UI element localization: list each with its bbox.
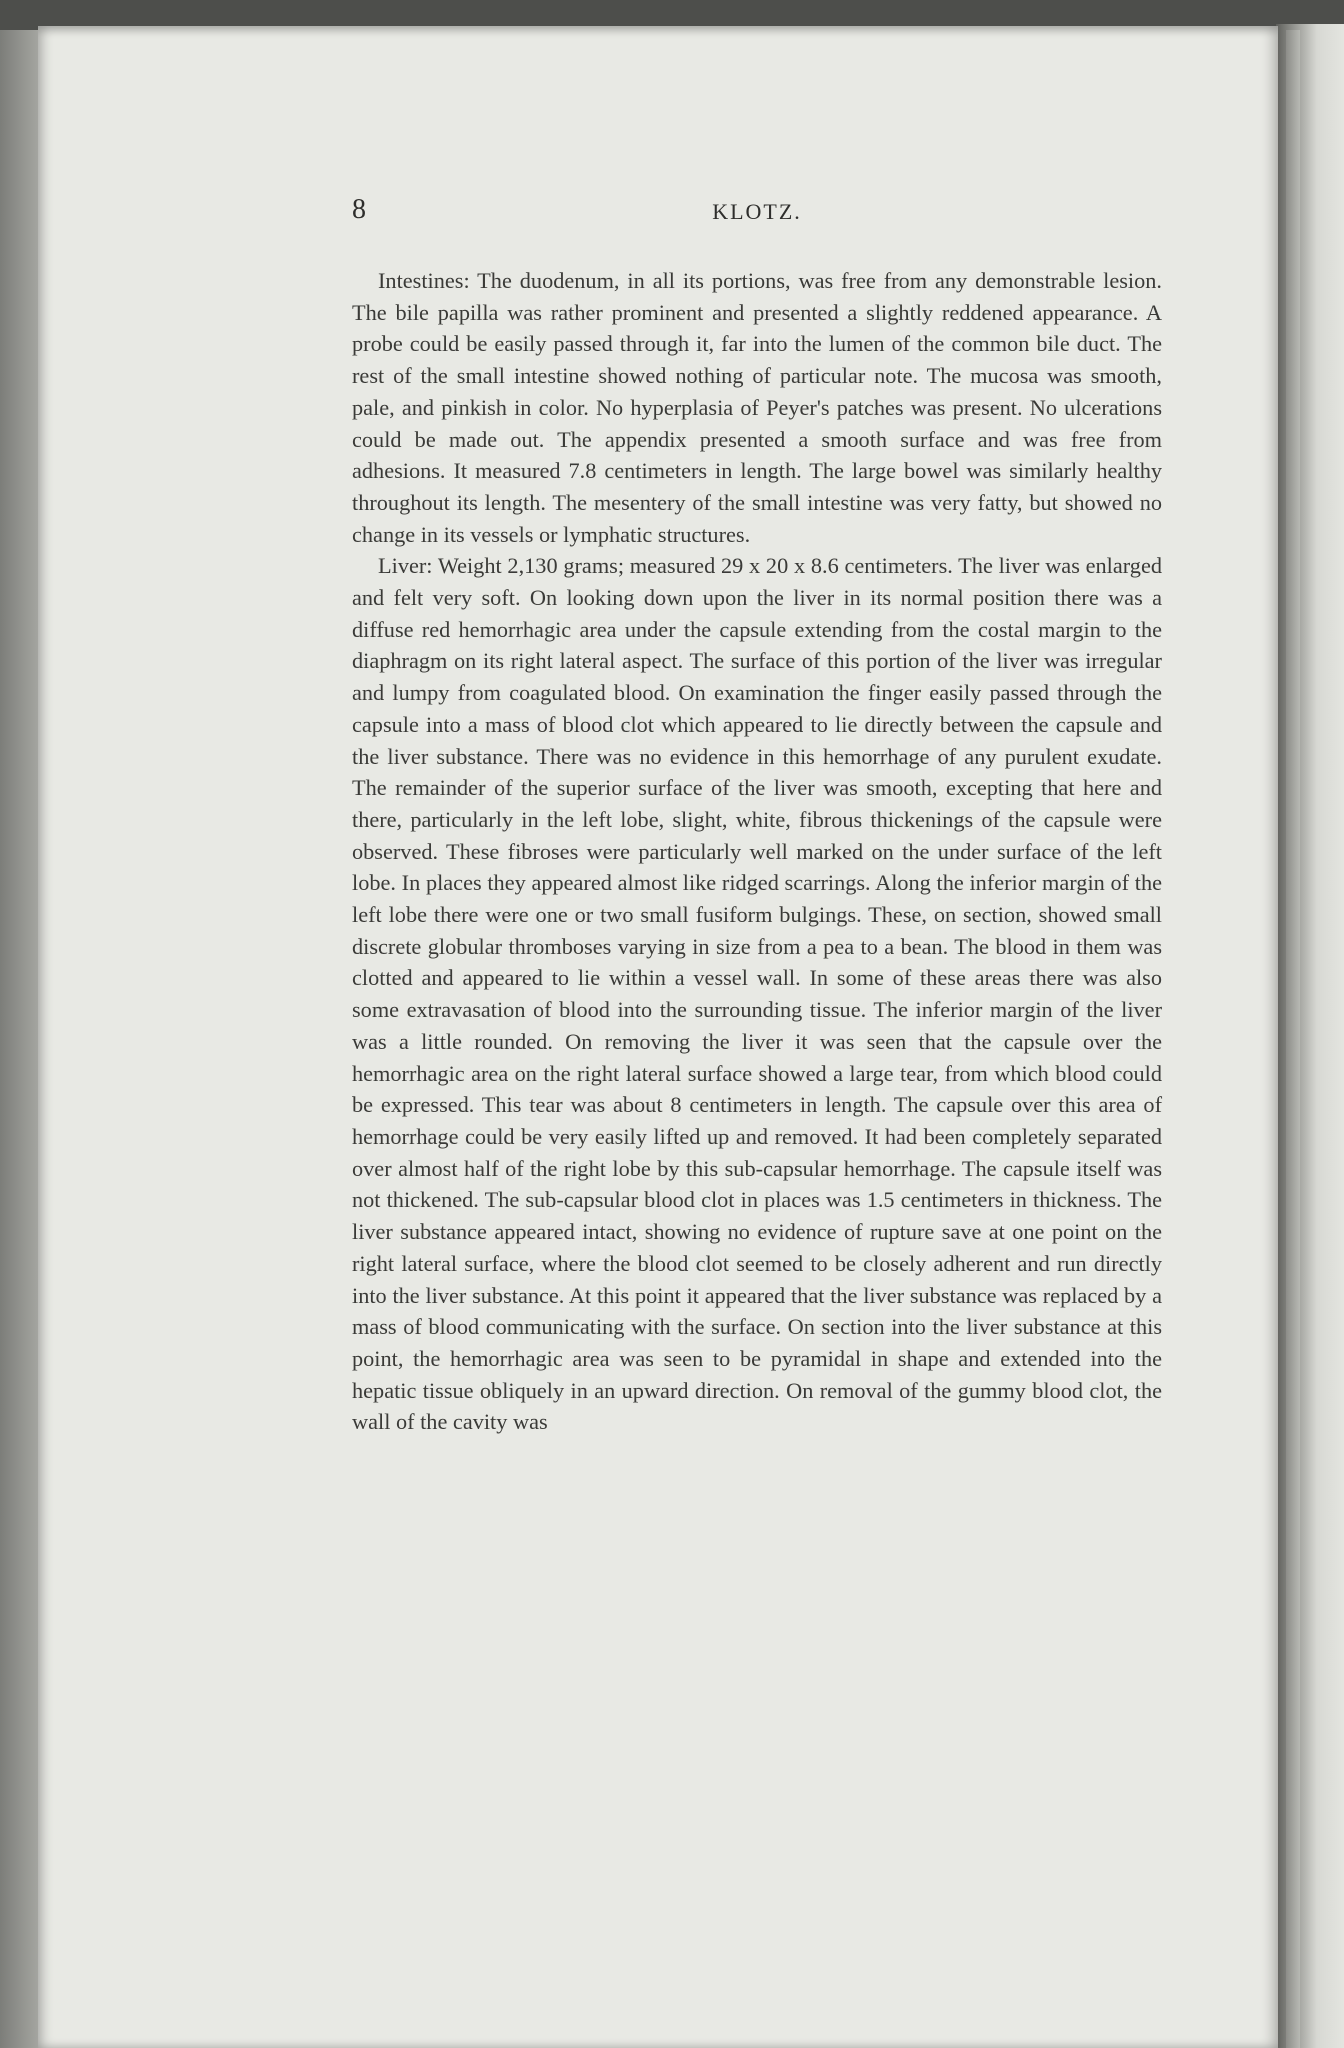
running-title: KLOTZ. bbox=[712, 199, 802, 224]
paragraph-intestines: Intestines: The duodenum, in all its portions, was free from any demonstrable lesion. The bile papilla was rather prominent and presented a slightly reddened appearance. A probe could be easily passed through it, far into the lumen of the common bile duct. The rest of the small intestine showed nothing of particular note. The mucosa was smooth, pale, and pinkish in color. No hyperplasia of Peyer's patches was present. No ulcerations could be made out. The appendix presented a smooth surface and was free from adhesions. It measured 7.8 centimeters in length. The large bowel was similarly healthy throughout its length. The mesentery of the small intestine was very fatty, but showed no change in its vessels or lymphatic structures. bbox=[352, 268, 1162, 547]
running-head bbox=[352, 190, 1162, 230]
page-fore-edge bbox=[1286, 30, 1300, 2048]
page-number: 8 bbox=[352, 194, 366, 225]
scan-left-edge bbox=[0, 30, 40, 2048]
body-text bbox=[352, 265, 1162, 1438]
paragraph-liver: Liver: Weight 2,130 grams; measured 29 x 20 x 8.6 centimeters. The liver was enlarged and felt very soft. On looking down upon the liver in its normal position there was a diffuse red hemorrhagic area under the capsule extending from the costal margin to the diaphragm on its right lateral aspect. The surface of this portion of the liver was irregular and lumpy from coagulated blood. On examination the finger easily passed through the capsule into a mass of blood clot which appeared to lie directly between the capsule and the liver substance. There was no evidence in this hemorrhage of any purulent exudate. The remainder of the superior surface of the liver was smooth, excepting that here and there, particularly in the left lobe, slight, white, fibrous thickenings of the capsule were observed. These fibroses were particularly well marked on the under surface of the left lobe. In places they appeared almost like ridged scarrings. Along the inferior margin of the left lobe there were one or two small fusiform bulgings. These, on section, showed small discrete globular thromboses varying in size from a pea to a bean. The blood in them was clotted and appeared to lie within a vessel wall. In some of these areas there was also some extravasation of blood into the surrounding tissue. The inferior margin of the liver was a little rounded. On removing the liver it was seen that the capsule over the hemorrhagic area on the right lateral surface showed a large tear, from which blood could be expressed. This tear was about 8 centimeters in length. The capsule over this area of hemorrhage could be very easily lifted up and removed. It had been completely separated over almost half of the right lobe by this sub-capsular hemorrhage. The capsule itself was not thickened. The sub-capsular blood clot in places was 1.5 centimeters in thickness. The liver substance appeared intact, showing no evidence of rupture save at one point on the right lateral surface, where the blood clot seemed to be closely adherent and run directly into the liver substance. At this point it appeared that the liver substance was replaced by a mass of blood communicating with the surface. On section into the liver substance at this point, the hemorrhagic area was seen to be pyramidal in shape and extended into the hepatic tissue obliquely in an upward direction. On removal of the gummy blood clot, the wall of the cavity was bbox=[352, 553, 1162, 1435]
